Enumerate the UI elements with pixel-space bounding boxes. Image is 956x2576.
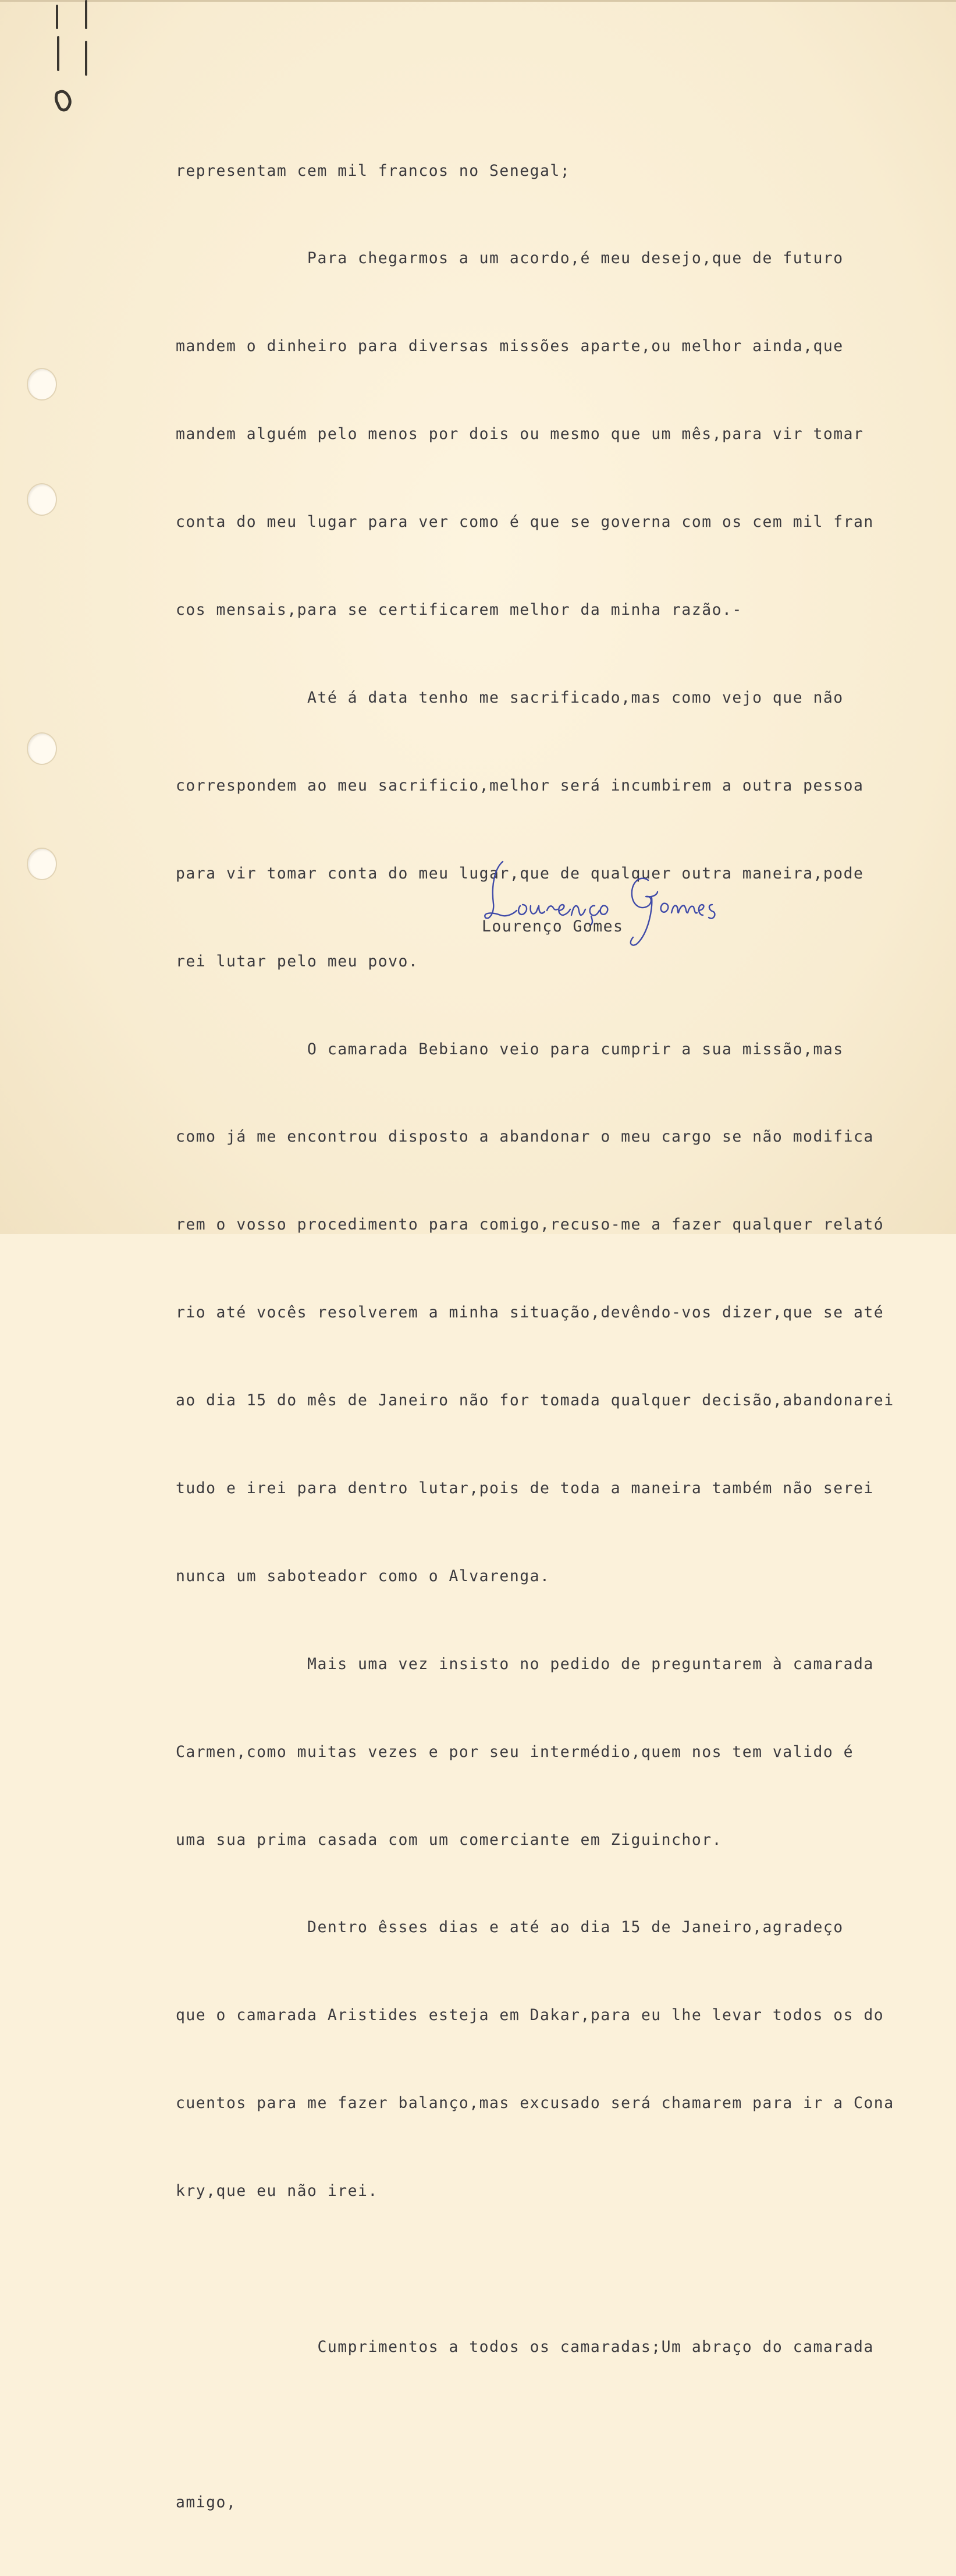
punch-hole — [27, 732, 57, 765]
letter-line: rei lutar pelo meu povo. — [176, 952, 419, 970]
staple-mark — [57, 36, 59, 71]
paragraph-gap — [176, 2265, 909, 2274]
punch-hole — [27, 848, 57, 880]
letter-line: Carmen,como muitas vezes e por seu intermédio,quem nos tem valido é — [176, 1742, 854, 1761]
letter-line: para vir tomar conta do meu lugar,que de qualquer outra maneira,pode — [176, 864, 864, 883]
letter-line: O camarada Bebiano veio para cumprir a sua missão,mas — [176, 1040, 844, 1058]
staple-mark — [56, 5, 58, 29]
paragraph-gap — [176, 2420, 909, 2429]
ink-blot — [54, 88, 77, 114]
punch-hole — [27, 368, 57, 401]
letter-line: uma sua prima casada com um comerciante em Ziguinchor. — [176, 1830, 722, 1849]
letter-line: tudo e irei para dentro lutar,pois de toda a maneira também não serei — [176, 1479, 874, 1497]
staple-mark — [85, 41, 87, 76]
letter-line: cos mensais,para se certificarem melhor da minha razão.- — [176, 601, 742, 619]
letter-line: rem o vosso procedimento para comigo,recuso-me a fazer qualquer relató — [176, 1216, 884, 1234]
letter-line: Até á data tenho me sacrificado,mas como vejo que não — [176, 688, 844, 707]
handwritten-signature — [483, 857, 733, 950]
letter-line: nunca um saboteador como o Alvarenga. — [176, 1567, 550, 1585]
typed-signatory-name: Lourenço Gomes — [482, 917, 624, 936]
letter-line: ao dia 15 do mês de Janeiro não for tomada qualquer decisão,abandonarei — [176, 1391, 894, 1410]
letter-line: correspondem ao meu sacrificio,melhor será incumbirem a outra pessoa — [176, 776, 864, 795]
letter-line: cuentos para me fazer balanço,mas excusado será chamarem para ir a Cona — [176, 2094, 894, 2113]
closing-line: Cumprimentos a todos os camaradas;Um abraço do camarada — [176, 2337, 874, 2356]
letter-body — [176, 98, 909, 2576]
letter-line: mandem alguém pelo menos por dois ou mesmo que um mês,para vir tomar — [176, 425, 864, 444]
letter-line: como já me encontrou disposto a abandonar o meu cargo se não modifica — [176, 1128, 874, 1146]
letter-line: Mais uma vez insisto no pedido de preguntarem à camarada — [176, 1654, 874, 1673]
letter-line: que o camarada Aristides esteja em Dakar,para eu lhe levar todos os do — [176, 2006, 884, 2025]
letter-line: Para chegarmos a um acordo,é meu desejo,que de futuro — [176, 249, 844, 268]
punch-hole — [27, 483, 57, 516]
letter-line: Dentro êsses dias e até ao dia 15 de Janeiro,agradeço — [176, 1918, 844, 1937]
letter-line: kry,que eu não irei. — [176, 2182, 378, 2201]
staple-mark — [85, 0, 87, 29]
letter-line: mandem o dinheiro para diversas missões aparte,ou melhor ainda,que — [176, 337, 844, 356]
closing-continuation: amigo, — [176, 2493, 237, 2512]
letter-line: conta do meu lugar para ver como é que se governa com os cem mil fran — [176, 513, 874, 532]
letter-line: rio até vocês resolverem a minha situação,devêndo-vos dizer,que se até — [176, 1303, 884, 1322]
letter-line: representam cem mil francos no Senegal; — [176, 161, 571, 180]
page-top-edge — [0, 0, 956, 2]
staple-marks — [52, 0, 93, 82]
